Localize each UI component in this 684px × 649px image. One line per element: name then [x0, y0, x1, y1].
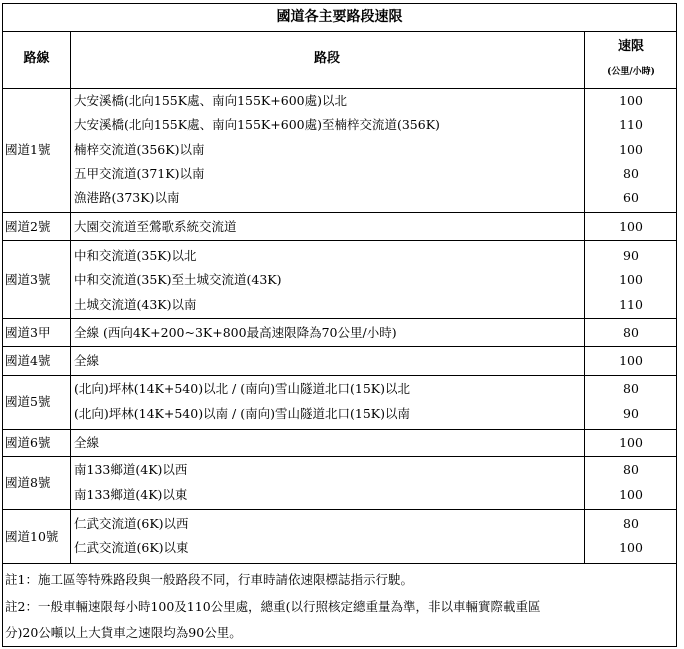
segment-text: 大安溪橋(北向155K處、南向155K+600處)以北 — [74, 93, 347, 108]
segment-text: 大安溪橋(北向155K處、南向155K+600處)至楠梓交流道(356K) — [74, 117, 440, 132]
road-name: 國道6號 — [5, 435, 51, 450]
segment-text: 大園交流道至鶯歌系統交流道 — [74, 219, 237, 234]
table-title: 國道各主要路段速限 — [276, 9, 403, 25]
road-name: 國道2號 — [5, 219, 51, 234]
road-name: 國道3甲 — [5, 325, 51, 340]
speed-limit-value: 100 — [619, 487, 643, 502]
segment-text: 仁武交流道(6K)以西 — [74, 516, 189, 531]
header-limit: 速限 — [617, 39, 644, 54]
segment-text: 楠梓交流道(356K)以南 — [74, 142, 205, 157]
speed-limit-value: 80 — [623, 166, 639, 181]
segment-text: 南133鄉道(4K)以東 — [74, 487, 188, 502]
segment-text: 中和交流道(35K)以北 — [74, 248, 197, 263]
rule-road3 — [3, 318, 676, 319]
header-road: 路線 — [23, 51, 50, 66]
speed-limit-value: 90 — [623, 248, 639, 263]
segment-text: 漁港路(373K)以南 — [74, 190, 180, 205]
segment-text: 中和交流道(35K)至土城交流道(43K) — [74, 272, 282, 287]
rule-road5 — [3, 429, 676, 430]
speed-limit-value: 100 — [619, 540, 643, 555]
rule-road1 — [3, 212, 676, 213]
rule-road3a — [3, 346, 676, 347]
rule-road10 — [3, 563, 676, 564]
segment-text: (北向)坪林(14K+540)以北 / (南向)雪山隧道北口(15K)以北 — [74, 381, 410, 396]
speed-limit-value: 100 — [619, 93, 643, 108]
footnote-2-line-1: 註2：一般車輛速限每小時100及110公里處，總重(以行照核定總重量為準，非以車輛實際載重區 — [5, 599, 541, 614]
segment-text: 土城交流道(43K)以南 — [74, 297, 197, 312]
speed-limit-value: 60 — [623, 190, 639, 205]
road-name: 國道8號 — [5, 475, 51, 490]
speed-limit-value: 80 — [623, 462, 639, 477]
speed-limit-value: 110 — [619, 117, 643, 132]
header-limit-unit: (公里/小時) — [607, 67, 655, 77]
speed-limit-value: 90 — [623, 406, 639, 421]
road-name: 國道5號 — [5, 394, 51, 409]
speed-limit-value: 100 — [619, 142, 643, 157]
speed-limit-table — [2, 3, 677, 647]
footnote-2-line-2: 分)20公噸以上大貨車之速限均為90公里。 — [5, 625, 242, 640]
road-name: 國道3號 — [5, 272, 51, 287]
rule-road2 — [3, 240, 676, 241]
segment-text: 南133鄉道(4K)以西 — [74, 462, 188, 477]
road-name: 國道4號 — [5, 353, 51, 368]
segment-text: 五甲交流道(371K)以南 — [74, 166, 205, 181]
speed-limit-value: 100 — [619, 219, 643, 234]
speed-limit-value: 100 — [619, 353, 643, 368]
rule-road8 — [3, 509, 676, 510]
rule-col-segment — [584, 31, 585, 563]
segment-text: 仁武交流道(6K)以東 — [74, 540, 189, 555]
segment-text: (北向)坪林(14K+540)以南 / (南向)雪山隧道北口(15K)以南 — [74, 406, 410, 421]
segment-text: 全線 — [74, 353, 100, 368]
speed-limit-value: 100 — [619, 272, 643, 287]
rule-title — [3, 31, 676, 32]
speed-limit-value: 80 — [623, 325, 639, 340]
footnote-1: 註1：施工區等特殊路段與一般路段不同，行車時請依速限標誌指示行駛。 — [5, 572, 413, 587]
speed-limit-value: 80 — [623, 516, 639, 531]
rule-header — [3, 88, 676, 89]
segment-text: 全線 (西向4K+200~3K+800最高速限降為70公里/小時) — [74, 325, 397, 340]
rule-col-road — [70, 31, 71, 563]
segment-text: 全線 — [74, 435, 100, 450]
speed-limit-value: 110 — [619, 297, 643, 312]
speed-limit-value: 100 — [619, 435, 643, 450]
rule-road4 — [3, 375, 676, 376]
road-name: 國道1號 — [5, 142, 51, 157]
road-name: 國道10號 — [5, 529, 59, 544]
speed-limit-value: 80 — [623, 381, 639, 396]
rule-road6 — [3, 456, 676, 457]
header-segment: 路段 — [313, 51, 340, 66]
